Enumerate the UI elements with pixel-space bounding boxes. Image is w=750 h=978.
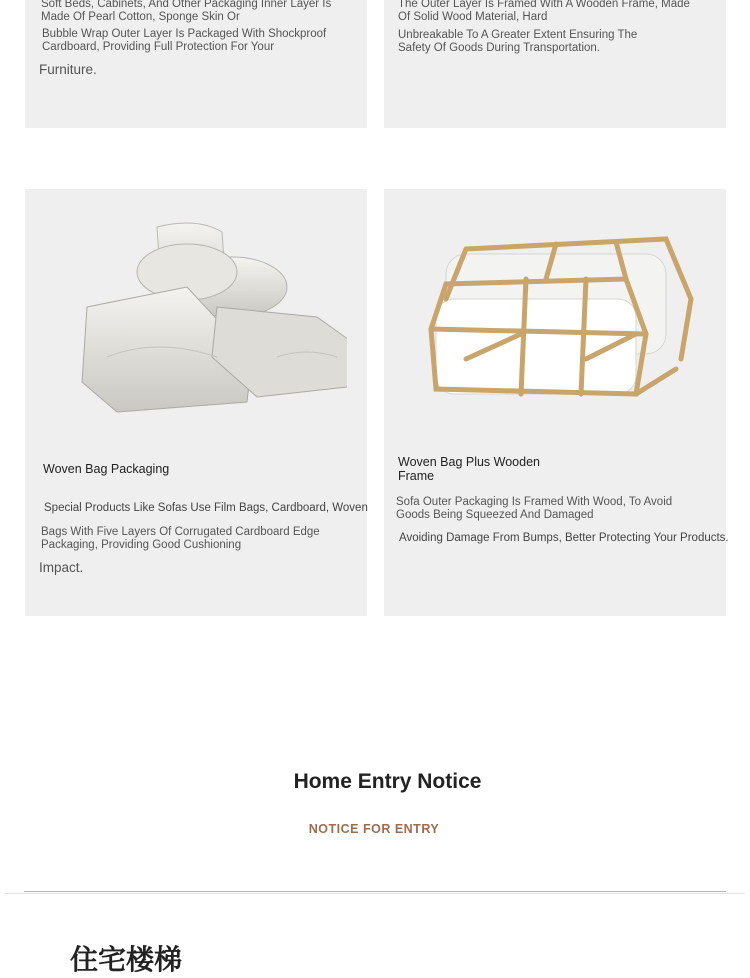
card-text-line: Goods Being Squeezed And Damaged xyxy=(396,509,594,521)
section-title: Home Entry Notice xyxy=(293,770,482,793)
card-text-line: Special Products Like Sofas Use Film Bags, Cardboard, Woven xyxy=(44,502,368,514)
card-text-line: Impact. xyxy=(39,560,84,575)
card-title: Woven Bag Packaging xyxy=(43,462,170,476)
section-divider-shadow xyxy=(5,893,745,894)
card-text-line: Cardboard, Providing Full Protection For Your xyxy=(42,41,275,53)
packaging-card-woven-bag xyxy=(25,189,367,616)
section-subtitle: NOTICE FOR ENTRY xyxy=(308,822,440,836)
card-text-line: Unbreakable To A Greater Extent Ensuring The xyxy=(398,29,638,41)
card-title: Frame xyxy=(398,469,435,483)
card-text-line: Avoiding Damage From Bumps, Better Protecting Your Products. xyxy=(399,532,729,544)
wooden-frame-crate-image xyxy=(406,209,696,409)
card-text-line: Soft Beds, Cabinets, And Other Packaging Inner Layer Is xyxy=(41,0,332,10)
card-text-line: Bubble Wrap Outer Layer Is Packaged With Shockproof xyxy=(42,28,327,40)
packaging-card-woven-bag-wooden-frame xyxy=(384,189,729,616)
card-title: Woven Bag Plus Wooden xyxy=(398,455,540,469)
card-text-line: The Outer Layer Is Framed With A Wooden Frame, Made xyxy=(398,0,690,10)
woven-bag-furniture-image xyxy=(47,207,347,417)
packaging-card-wooden-frame xyxy=(384,0,726,128)
card-text-line: Safety Of Goods During Transportation. xyxy=(398,42,600,54)
card-text-line: Furniture. xyxy=(39,62,97,77)
next-section-heading: 住宅楼梯 xyxy=(70,943,183,976)
section-divider xyxy=(24,891,726,892)
card-text-line: Packaging, Providing Good Cushioning xyxy=(41,539,242,551)
card-text-line: Made Of Pearl Cotton, Sponge Skin Or xyxy=(41,11,240,23)
card-text-line: Sofa Outer Packaging Is Framed With Wood, To Avoid xyxy=(396,496,673,508)
packaging-card-pearl-cotton xyxy=(25,0,367,128)
card-text-line: Of Solid Wood Material, Hard xyxy=(398,11,548,23)
card-text-line: Bags With Five Layers Of Corrugated Cardboard Edge xyxy=(41,526,320,538)
